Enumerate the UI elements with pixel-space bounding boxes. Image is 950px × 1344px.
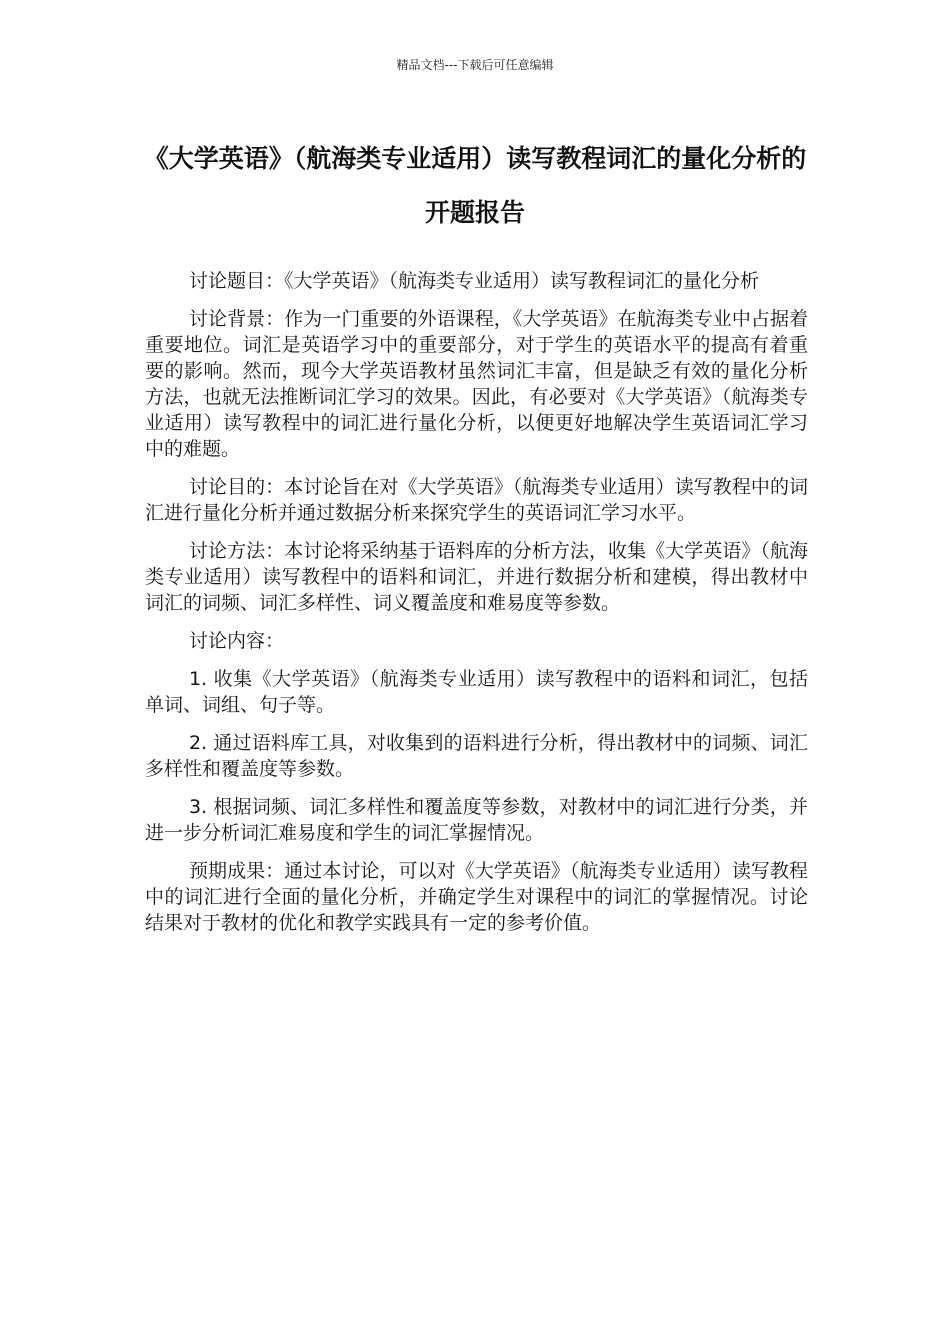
paragraph-expected-results: 预期成果：通过本讨论，可以对《大学英语》（航海类专业适用）读写教程中的词汇进行全面的量化分析，并确定学生对课程中的词汇的掌握情况。讨论结果对于教材的优化和教学实践具有一定的参考价值。 <box>145 860 808 934</box>
document-body <box>145 268 808 948</box>
page-header-note: 精品文档---下载后可任意编辑 <box>396 58 554 72</box>
paragraph-content-item-3: 3. 根据词频、词汇多样性和覆盖度等参数，对教材中的词汇进行分类，并进一步分析词汇难易度和学生的词汇掌握情况。 <box>145 796 808 844</box>
paragraph-method: 讨论方法：本讨论将采纳基于语料库的分析方法，收集《大学英语》（航海类专业适用）读写教程中的语料和词汇，并进行数据分析和建模，得出教材中词汇的词频、词汇多样性、词义覆盖度和难易度等参数。 <box>145 540 808 614</box>
paragraph-purpose: 讨论目的：本讨论旨在对《大学英语》（航海类专业适用）读写教程中的词汇进行量化分析并通过数据分析来探究学生的英语词汇学习水平。 <box>145 476 808 524</box>
paragraph-topic: 讨论题目：《大学英语》（航海类专业适用）读写教程词汇的量化分析 <box>189 270 760 292</box>
paragraph-content-heading: 讨论内容： <box>189 630 285 652</box>
document-title: 《大学英语》（航海类专业适用）读写教程词汇的量化分析的开题报告 <box>143 144 807 227</box>
paragraph-background: 讨论背景：作为一门重要的外语课程，《大学英语》在航海类专业中占据着重要地位。词汇是英语学习中的重要部分，对于学生的英语水平的提高有着重要的影响。然而，现今大学英语教材虽然词汇丰富，但是缺乏有效的量化分析方法，也就无法推断词汇学习的效果。因此，有必要对《大学英语》（航海类专业适用）读写教程中的词汇进行量化分析，以便更好地解决学生英语词汇学习中的难题。 <box>145 308 808 460</box>
paragraph-content-item-1: 1. 收集《大学英语》（航海类专业适用）读写教程中的语料和词汇，包括单词、词组、句子等。 <box>145 668 808 716</box>
paragraph-content-item-2: 2. 通过语料库工具，对收集到的语料进行分析，得出教材中的词频、词汇多样性和覆盖度等参数。 <box>145 732 808 780</box>
